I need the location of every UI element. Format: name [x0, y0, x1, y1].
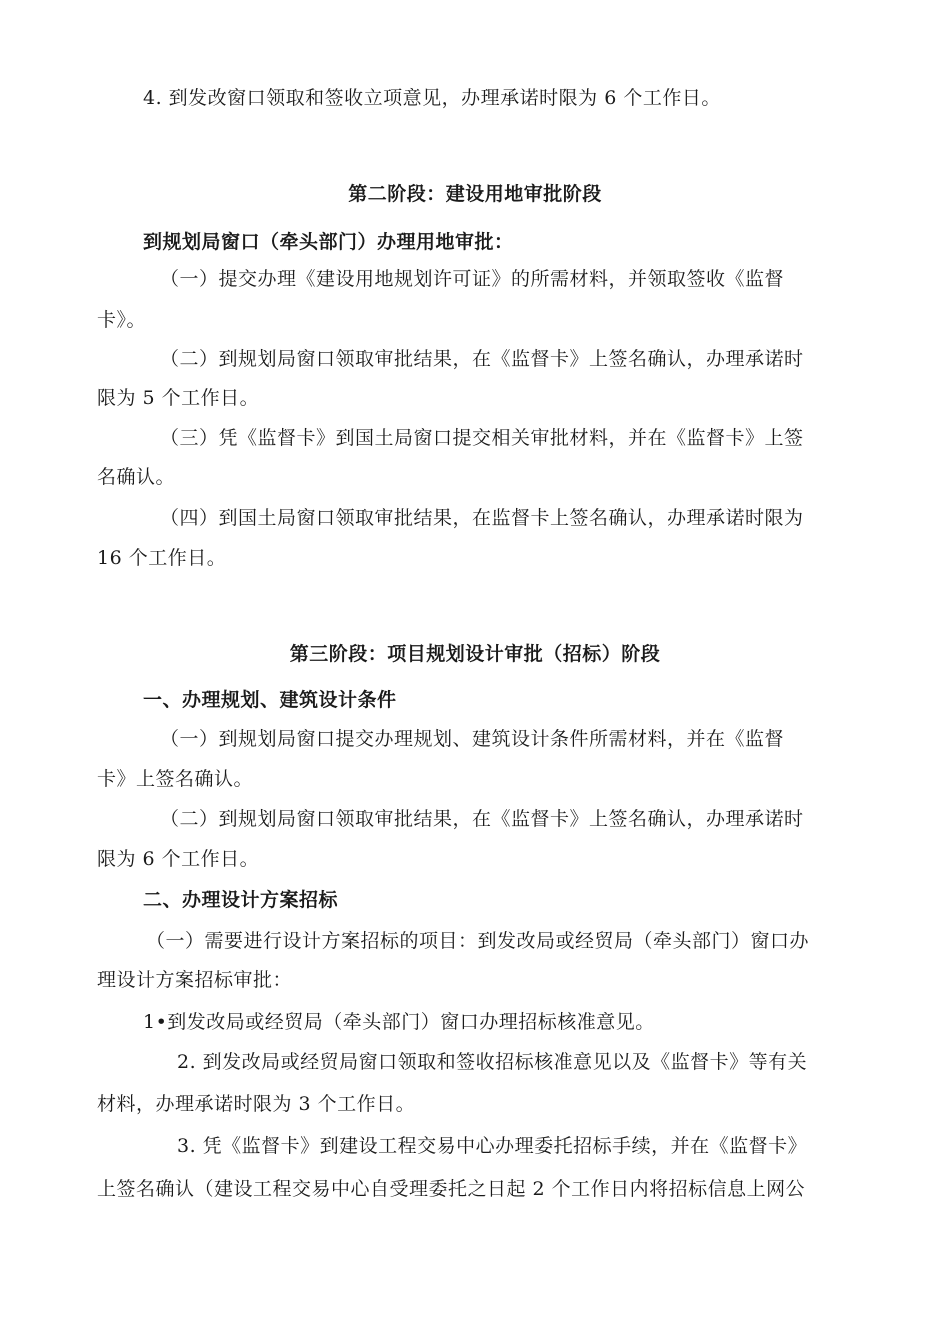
paragraph-line: （二）到规划局窗口领取审批结果，在《监督卡》上签名确认，办理承诺时: [160, 348, 804, 370]
paragraph-line: （一）需要进行设计方案招标的项目：到发改局或经贸局（牵头部门）窗口办: [146, 930, 810, 952]
paragraph-line: 名确认。: [97, 466, 176, 488]
stage3-title: 第三阶段：项目规划设计审批（招标）阶段: [289, 643, 661, 665]
paragraph-line: 1•到发改局或经贸局（牵头部门）窗口办理招标核准意见。: [143, 1011, 655, 1033]
paragraph-line: 16 个工作日。: [97, 547, 227, 569]
stage2-subheading: 到规划局窗口（牵头部门）办理用地审批：: [143, 231, 514, 253]
stage2-title: 第二阶段：建设用地审批阶段: [348, 183, 602, 205]
paragraph-line: 卡》。: [97, 309, 147, 331]
section2-heading: 二、办理设计方案招标: [143, 889, 339, 911]
paragraph-line: 限为 6 个工作日。: [97, 848, 260, 870]
paragraph-line: 卡》上签名确认。: [97, 768, 254, 790]
paragraph-line: （一）到规划局窗口提交办理规划、建筑设计条件所需材料，并在《监督: [160, 728, 785, 750]
paragraph-line: （四）到国土局窗口领取审批结果，在监督卡上签名确认，办理承诺时限为: [160, 507, 804, 529]
paragraph-line: 材料，办理承诺时限为 3 个工作日。: [97, 1093, 416, 1115]
paragraph-line: 理设计方案招标审批：: [97, 969, 293, 991]
paragraph-line: （三）凭《监督卡》到国土局窗口提交相关审批材料，并在《监督卡》上签: [160, 427, 804, 449]
paragraph-line: （一）提交办理《建设用地规划许可证》的所需材料，并领取签收《监督: [160, 268, 785, 290]
paragraph-line: 2. 到发改局或经贸局窗口领取和签收招标核准意见以及《监督卡》等有关: [177, 1051, 808, 1073]
paragraph-line: 4. 到发改窗口领取和签收立项意见，办理承诺时限为 6 个工作日。: [143, 87, 721, 109]
paragraph-line: 限为 5 个工作日。: [97, 387, 260, 409]
paragraph-line: （二）到规划局窗口领取审批结果，在《监督卡》上签名确认，办理承诺时: [160, 808, 804, 830]
paragraph-line: 3. 凭《监督卡》到建设工程交易中心办理委托招标手续，并在《监督卡》: [177, 1135, 808, 1157]
section1-heading: 一、办理规划、建筑设计条件: [143, 689, 397, 711]
paragraph-line: 上签名确认（建设工程交易中心自受理委托之日起 2 个工作日内将招标信息上网公: [97, 1178, 806, 1200]
